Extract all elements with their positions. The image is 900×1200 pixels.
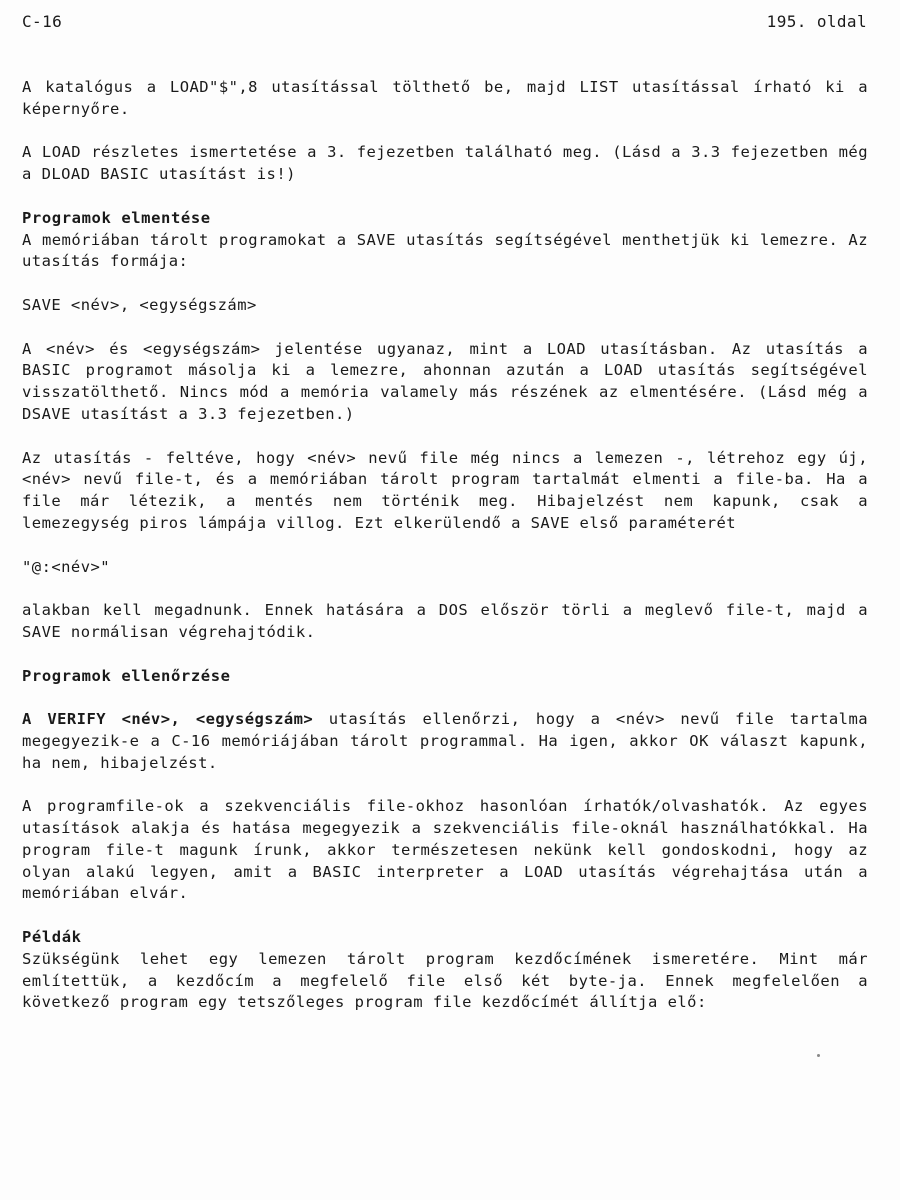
paragraph-save-description: A <név> és <egységszám> jelentése ugyanaz, mint a LOAD utasításban. Az utasítás a BASIC programot másolja ki a lemezre, ahonnan azután a LOAD utasítás segítségével visszatölthető. Nincs mód a memória valamely más részének az elmentésére. (Lásd még a DSAVE utasítást a 3.3 fejezetben.) bbox=[22, 339, 868, 423]
page-body bbox=[22, 77, 868, 1014]
verify-text: utasítás ellenőrzi, hogy a <név> nevű file tartalma megegyezik-e a C-16 memóriájában tárolt programmal. Ha igen, akkor OK választ kapunk, ha nem, hibajelzést. bbox=[22, 710, 869, 772]
paragraph-verify bbox=[22, 709, 868, 774]
book-title: C-16 bbox=[22, 12, 63, 31]
paragraph-save-after: alakban kell megadnunk. Ennek hatására a DOS először törli a meglevő file-t, majd a SAVE normálisan végrehajtódik. bbox=[22, 601, 868, 641]
page-header bbox=[22, 10, 867, 36]
page-number: 195. oldal bbox=[766, 12, 867, 31]
verify-command: A VERIFY <név>, <egységszám> bbox=[22, 710, 314, 729]
paragraph-save-intro: A memóriában tárolt programokat a SAVE utasítás segítségével menthetjük ki lemezre. Az utasítás formája: bbox=[22, 230, 868, 271]
section-heading-verify: Programok ellenőrzése bbox=[22, 666, 231, 685]
paragraph-catalog: A katalógus a LOAD"$",8 utasítással tölthető be, majd LIST utasítással írható ki a képernyőre. bbox=[22, 78, 868, 118]
replace-form: "@:<név>" bbox=[22, 557, 111, 576]
paragraph-examples: Szükségünk lehet egy lemezen tárolt program kezdőcímének ismeretére. Mint már említettük, a kezdőcím a megfelelő file első két byte-ja. Ennek megfelelően a következő program egy tetszőleges program file kezdőcímét állítja elő: bbox=[22, 949, 868, 1012]
scan-speck bbox=[817, 1054, 820, 1057]
save-syntax: SAVE <név>, <egységszám> bbox=[22, 295, 257, 314]
section-heading-examples: Példák bbox=[22, 928, 82, 947]
section-heading-save: Programok elmentése bbox=[22, 208, 211, 227]
paragraph-save-overwrite: Az utasítás - feltéve, hogy <név> nevű file még nincs a lemezen -, létrehoz egy új, <név> nevű file-t, és a memóriában tárolt program tartalmát elmenti a file-ba. Ha a file már létezik, a mentés nem történik meg. Hibajelzést nem kapunk, csak a lemezegység piros lámpája villog. Ezt elkerülendő a SAVE első paraméterét bbox=[22, 448, 868, 532]
paragraph-load-reference: A LOAD részletes ismertetése a 3. fejezetben található meg. (Lásd a 3.3 fejezetben még a DLOAD BASIC utasítást is!) bbox=[22, 143, 868, 184]
paragraph-program-files: A programfile-ok a szekvenciális file-okhoz hasonlóan írhatók/olvashatók. Az egyes utasítások alakja és hatása megegyezik a szekvenciális file-oknál használhatókkal. Ha program file-t magunk írunk, akkor természetesen nekünk kell gondoskodni, hogy az olyan alakú legyen, amit a BASIC interpreter a LOAD utasítás végrehajtása után a memóriában elvár. bbox=[22, 797, 868, 903]
